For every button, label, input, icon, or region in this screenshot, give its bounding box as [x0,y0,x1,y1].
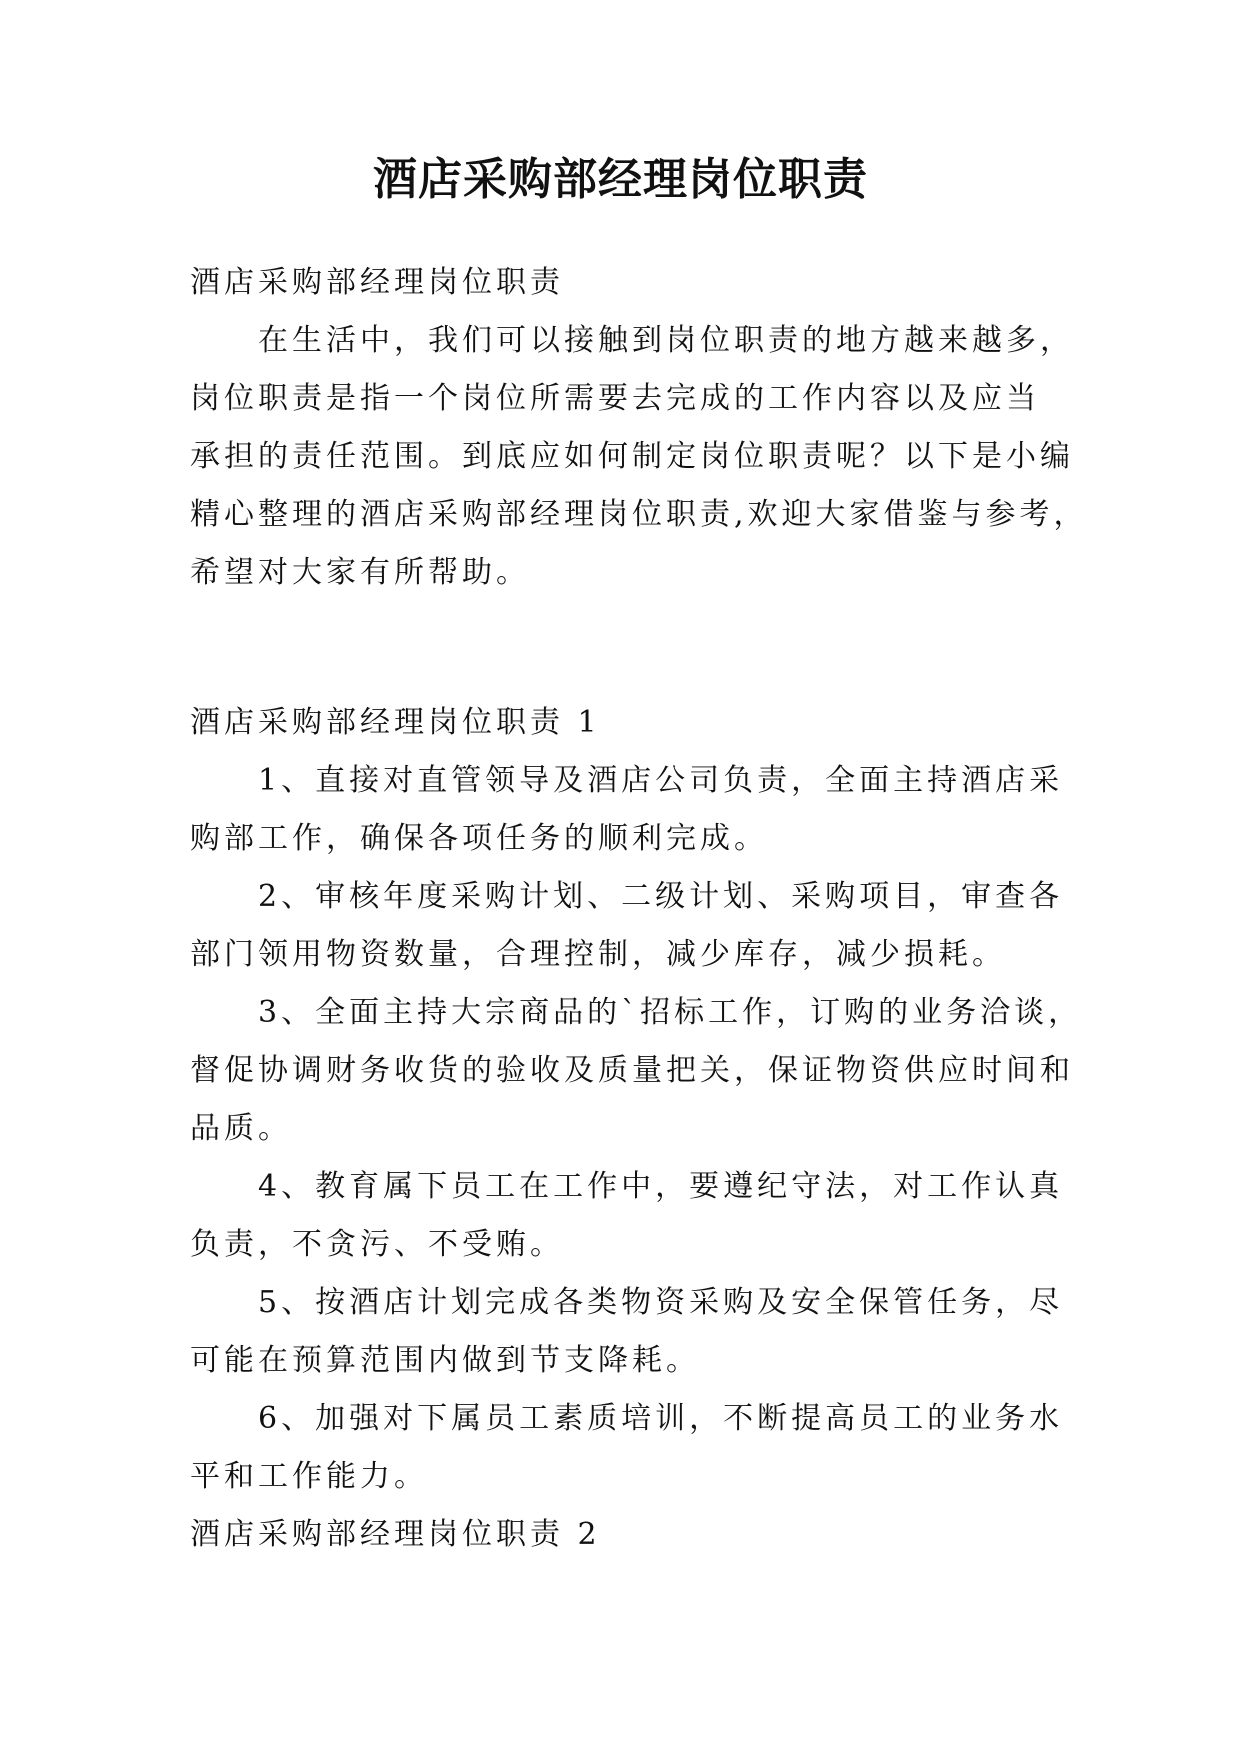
page-title: 酒店采购部经理岗位职责 [373,154,868,205]
item-line: 平和工作能力。 [190,1459,428,1494]
item-line: 5、按酒店计划完成各类物资采购及安全保管任务，尽 [258,1285,1064,1320]
duty-item-6 [190,1390,1064,1506]
intro-heading-block [190,254,1060,312]
item-line: 2、审核年度采购计划、二级计划、采购项目，审查各 [258,879,1064,914]
item-line: 负责，不贪污、不受贿。 [190,1227,564,1262]
duty-item-4 [190,1158,1064,1274]
intro-paragraph [190,312,1088,602]
paragraph-line: 岗位职责是指一个岗位所需要去完成的工作内容以及应当 [190,381,1040,416]
section-heading: 酒店采购部经理岗位职责 1 [190,705,601,740]
paragraph-line: 承担的责任范围。到底应如何制定岗位职责呢？以下是小编 [190,439,1074,474]
paragraph-line: 在生活中，我们可以接触到岗位职责的地方越来越多， [258,323,1074,358]
item-line: 品质。 [190,1111,292,1146]
duty-item-5 [190,1274,1064,1390]
duty-item-3 [190,984,1083,1158]
section-1-heading-block [190,694,1060,752]
item-line: 4、教育属下员工在工作中，要遵纪守法，对工作认真 [258,1169,1064,1204]
section-2-heading-block [190,1506,1060,1564]
paragraph-line: 精心整理的酒店采购部经理岗位职责,欢迎大家借鉴与参考， [190,497,1088,532]
item-line: 6、加强对下属员工素质培训，不断提高员工的业务水 [258,1401,1064,1436]
paragraph-line: 希望对大家有所帮助。 [190,555,530,590]
intro-heading: 酒店采购部经理岗位职责 [190,265,564,300]
item-line: 购部工作，确保各项任务的顺利完成。 [190,821,768,856]
item-line: 可能在预算范围内做到节支降耗。 [190,1343,700,1378]
item-line: 3、全面主持大宗商品的`招标工作，订购的业务洽谈， [258,995,1083,1030]
duty-item-1 [190,752,1064,868]
item-line: 督促协调财务收货的验收及质量把关，保证物资供应时间和 [190,1053,1074,1088]
duty-item-2 [190,868,1064,984]
item-line: 部门领用物资数量，合理控制，减少库存，减少损耗。 [190,937,1006,972]
section-heading: 酒店采购部经理岗位职责 2 [190,1517,601,1552]
item-line: 1、直接对直管领导及酒店公司负责，全面主持酒店采 [258,763,1064,798]
